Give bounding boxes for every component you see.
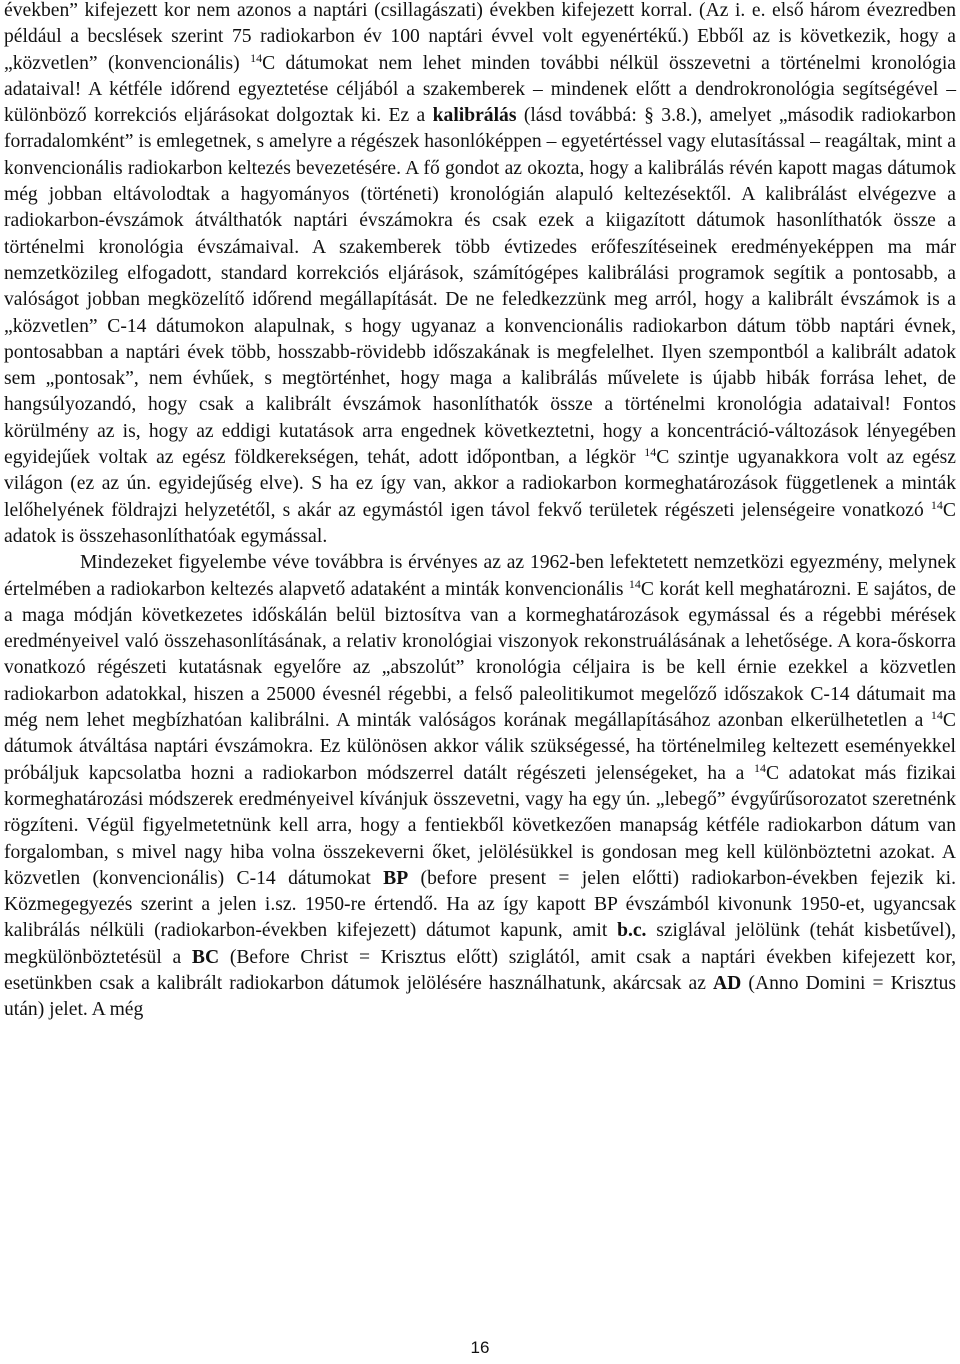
text-run: (before present = jelen előtti) radiokarbon-években fejezik ki. Közmegegyezés szerint a jelen i.sz. 1950-re értendő. Ha az így kapott BP évszámból kivonunk 1950-et, ugyancsak kalibrálás nélküli (radiokarbon-években kifejezett) dátumot kapunk, amit	[4, 867, 956, 942]
page-number: 16	[470, 1338, 490, 1357]
text-run: (lásd továbbá: § 3.8.), amelyet „második radiokarbon forradalomként” is emlegetnek, s amelyre a régészek hasonlóképpen – egyetértéssel vagy elutasítással – reagáltak, mint a konvencionális radiokarbon keltezés bevezetésére. A fő gondot az okozta, hogy a kalibrálás révén kapott magas dátumok még jobban eltávolodtak a hagyományos (történeti) kronológián alapuló keltezésektől. A kalibrálást elvégezve a radiokarbon-évszámok átválthatók naptári évszámokra és csak ezek a kiigazított dátumok hasonlíthatók össze a történelmi kronológia évszámaival. A szakemberek több évtizedes erőfeszítéseinek eredményeképpen ma már nemzetközileg elfogadott, standard korrekciós eljárások, számítógépes kalibrálási programok segítik a pontosabb, a valóságot jobban megközelítő időrend megállapítását. De ne feledkezzünk meg arról, hogy a kalibrált évszámok is a „közvetlen” C-14 dátumokon alapulnak, s hogy ugyanaz a konvencionális radiokarbon dátum több naptári évnek, pontosabban a naptári évek több, hosszabb-rövidebb időszakának is megfelelhet. Ilyen szempontból a kalibrált adatok sem „pontosak”, nem évhűek, s megtörténhet, hogy maga a kalibrálás művelete is újabb hibák forrása lehet, de hangsúlyozandó, hogy csak a kalibrált évszámok hasonlíthatók össze a történelmi kronológia adataival! Fontos körülmény az is, hogy az eddigi kutatások arra engednek következtetni, hogy a koncentráció-változások lényegében egyidejűek voltak az egész földkerekségen, tehát, adott időpontban, a légkör	[4, 105, 956, 469]
text-run: C dátumok átváltása naptári évszámokra. Ez különösen akkor válik szükségessé, ha történelmileg keltezett eseményekkel próbáljuk kapcsolatba hozni a radiokarbon módszerrel datált régészeti jelenségeket, ha a	[4, 710, 956, 784]
superscript: 14	[930, 708, 943, 723]
superscript: 14	[753, 760, 766, 775]
bold-term: b.c.	[617, 920, 647, 942]
superscript: 14	[644, 445, 657, 460]
superscript: 14	[250, 50, 263, 65]
text-run: C dátumokat nem lehet minden további nélkül összevetni a történelmi kronológia adataival! A kétféle időrend egyeztetése céljából a szakemberek – mindenek előtt a dendrokronológia segítségével – különböző korrekciós eljárásokat dolgoztak ki. Ez a	[4, 52, 957, 127]
text-run: C szintje ugyanakkora volt az egész világon (ez az ún. egyidejűség elve). S ha ez így van, akkor a radiokarbon kormeghatározások függetlenek a minták lelőhelyének földrajzi helyzetétől, s akár az egymástól igen távol fekvő területek régészeti jelenségeire vonatkozó	[4, 447, 956, 521]
text-run: C adatok is összehasonlíthatóak egymással.	[4, 499, 956, 547]
paragraph-2	[4, 550, 956, 1023]
text-run: (Anno Domini = Krisztus után) jelet. A még	[4, 972, 956, 1021]
superscript: 14	[930, 497, 943, 512]
text-run: években” kifejezett kor nem azonos a naptári (csillagászati) években kifejezett korral. (Az i. e. első három évezredben például a becslések szerint 75 radiokarbon év 100 naptári évvel volt egyenértékű.) Ebből az is következik, hogy a „közvetlen” (konvencionális)	[4, 0, 956, 74]
superscript: 14	[628, 576, 641, 591]
text-run: (Before Christ = Krisztus előtt) sziglától, amit csak a naptári években kifejezett kor, esetünkben csak a kalibrált radiokarbon dátumok jelölésére használhatunk, akárcsak az	[4, 946, 956, 994]
body-text	[4, 0, 956, 1024]
text-run: sziglával jelölünk (tehát kisbetűvel), megkülönböztetésül a	[4, 920, 956, 968]
text-run: Mindezeket figyelembe véve továbbra is érvényes az az 1962-ben lefektetett nemzetközi egyezmény, melynek értelmében a radiokarbon keltezés alapvető adataként a minták konvencionális	[4, 552, 956, 600]
bold-term: kalibrálás	[432, 105, 517, 127]
bold-term: BP	[383, 867, 409, 889]
text-run: C korát kell meghatározni. E sajátos, de a maga módján következetes időskálán belül biztosítva van a kormeghatározások egymással és a régebbi mérések eredményeivel való összehasonlításának, a relativ kronológiai viszonyok rekonstruálásának a lehetősége. A kora-őskorra vonatkozó régészeti kutatásnak egyelőre az „abszolút” kronológia céljaira is be kell érnie ezekkel a közvetlen radiokarbon adatokkal, hiszen a 25000 évesnél régebbi, a felső paleolitikumot megelőző időszakok C-14 dátumait ma még nem lehet megbízhatóan kalibrálni. A minták valóságos korának megállapításához azonban elkerülhetetlen a	[4, 578, 956, 732]
bold-term: BC	[191, 946, 220, 968]
bold-term: AD	[713, 972, 742, 994]
text-run: C adatokat más fizikai kormeghatározási módszerek eredményeivel kívánjuk összevetni, vagy ha egy ún. „lebegő” évgyűrűsorozatot szeretnénk rögzíteni. Végül figyelmetetnünk kell arra, hogy a fentiekből következően manapság kétféle radiokarbon dátum van forgalomban, s mivel nagy hiba volna összekeverni őket, jelölésükkel is gondosan meg kell különböztetni azokat. A közvetlen (konvencionális) C-14 dátumokat	[4, 762, 956, 889]
paragraph-1	[4, 0, 956, 550]
